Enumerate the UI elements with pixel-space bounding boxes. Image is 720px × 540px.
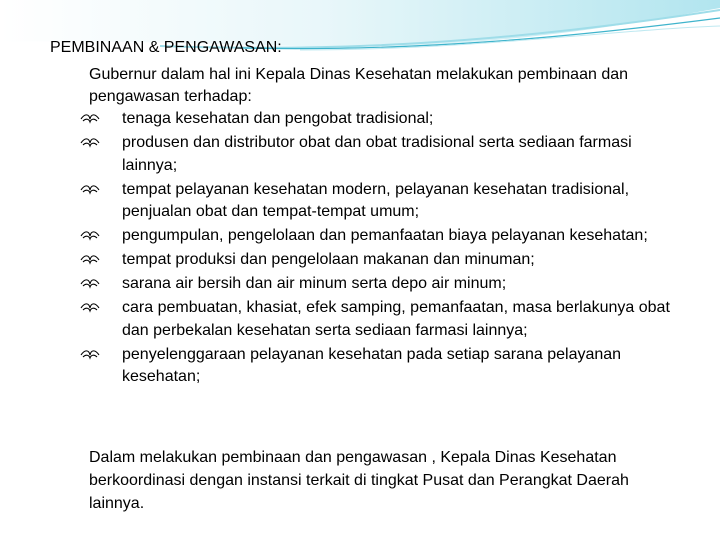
list-item-text: pengumpulan, pengelolaan dan pemanfaatan biaya pelayanan kesehatan; xyxy=(122,227,648,244)
list-item xyxy=(80,179,680,224)
list-item-text: produsen dan distributor obat dan obat tradisional serta sediaan farmasi lainnya; xyxy=(122,134,632,174)
list-item xyxy=(80,249,680,272)
section-heading: PEMBINAAN & PENGAWASAN: xyxy=(50,39,282,56)
list-item-text: tenaga kesehatan dan pengobat tradisional; xyxy=(122,110,434,127)
intro-paragraph: Gubernur dalam hal ini Kepala Dinas Kesehatan melakukan pembinaan dan pengawasan terhadap: xyxy=(89,66,629,105)
wing-ornament-bullet-icon xyxy=(80,301,100,315)
wing-ornament-bullet-icon xyxy=(80,136,100,150)
list-item xyxy=(80,225,680,248)
supervision-list xyxy=(80,108,680,390)
list-item xyxy=(80,132,680,177)
list-item xyxy=(80,344,680,389)
list-item xyxy=(80,297,680,342)
list-item xyxy=(80,273,680,296)
closing-paragraph: Dalam melakukan pembinaan dan pengawasan , Kepala Dinas Kesehatan berkoordinasi dengan instansi terkait di tingkat Pusat dan Perangkat Daerah lainnya. xyxy=(89,449,629,512)
list-item xyxy=(80,108,680,131)
wing-ornament-bullet-icon xyxy=(80,183,100,197)
list-item-text: sarana air bersih dan air minum serta depo air minum; xyxy=(122,275,507,292)
wing-ornament-bullet-icon xyxy=(80,112,100,126)
list-item-text: tempat pelayanan kesehatan modern, pelayanan kesehatan tradisional, penjualan obat dan tempat-tempat umum; xyxy=(122,180,630,220)
wing-ornament-bullet-icon xyxy=(80,348,100,362)
list-item-text: penyelenggaraan pelayanan kesehatan pada setiap sarana pelayanan kesehatan; xyxy=(122,345,622,385)
wing-ornament-bullet-icon xyxy=(80,229,100,243)
wing-ornament-bullet-icon xyxy=(80,277,100,291)
list-item-text: tempat produksi dan pengelolaan makanan dan minuman; xyxy=(122,251,535,268)
list-item-text: cara pembuatan, khasiat, efek samping, pemanfaatan, masa berlakunya obat dan perbekalan kesehatan serta sediaan farmasi lainnya; xyxy=(122,299,670,339)
wing-ornament-bullet-icon xyxy=(80,253,100,267)
